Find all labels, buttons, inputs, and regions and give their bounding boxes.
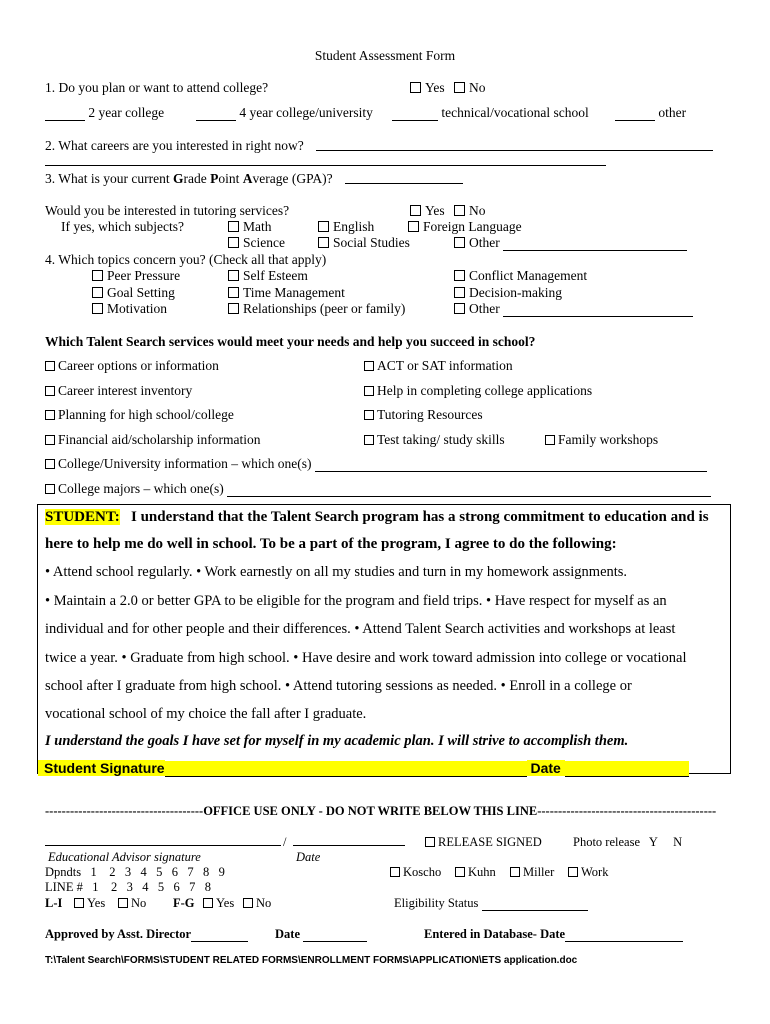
checkbox-icon[interactable] [92, 270, 103, 281]
checkbox-icon[interactable] [545, 435, 555, 445]
checkbox-icon[interactable] [454, 82, 465, 93]
topic-self-esteem[interactable]: Self Esteem [228, 268, 308, 284]
question-1: 1. Do you plan or want to attend college? [45, 80, 269, 95]
blank-line[interactable] [503, 237, 687, 251]
topic-decision-making[interactable]: Decision-making [454, 285, 562, 301]
entered-date-line[interactable] [565, 928, 683, 942]
checkbox-icon[interactable] [92, 303, 103, 314]
service-test-taking[interactable]: Test taking/ study skills [364, 432, 505, 448]
slash-separator: / [283, 835, 287, 849]
approved-date: Date [275, 926, 367, 942]
student-signature-label: Student Signature [38, 760, 165, 776]
checkbox-icon[interactable] [45, 361, 55, 371]
li-no[interactable]: No [118, 895, 146, 911]
gpa-answer-line[interactable] [345, 170, 463, 184]
question-2: 2. What careers are you interested in right now? [45, 138, 304, 153]
approved-line[interactable] [191, 928, 248, 942]
blank-line[interactable] [45, 107, 85, 121]
tutoring-question: Would you be interested in tutoring services? [45, 203, 290, 218]
service-career-inventory[interactable]: Career interest inventory [45, 383, 192, 399]
blank-line[interactable] [315, 458, 707, 472]
advisor-signature-line[interactable] [45, 832, 281, 846]
topic-other[interactable]: Other [454, 301, 693, 317]
li-yes[interactable]: Yes [74, 895, 105, 911]
topic-goal-setting[interactable]: Goal Setting [92, 285, 175, 301]
tutoring-yes-option[interactable]: Yes [410, 203, 445, 219]
checkbox-icon[interactable] [92, 287, 103, 298]
service-college-majors[interactable]: College majors – which one(s) [45, 481, 711, 497]
q1-option-2yr[interactable]: 2 year college [45, 105, 164, 121]
dependents-row: Dpndts 1 2 3 4 5 6 7 8 9 [45, 865, 225, 879]
q1-option-4yr[interactable]: 4 year college/university [196, 105, 373, 121]
checkbox-icon[interactable] [318, 221, 329, 232]
q1-option-other[interactable]: other [615, 105, 686, 121]
blank-line[interactable] [615, 107, 655, 121]
form-title: Student Assessment Form [314, 48, 456, 63]
checkbox-icon[interactable] [408, 221, 419, 232]
checkbox-icon[interactable] [454, 303, 465, 314]
checkbox-icon[interactable] [203, 898, 213, 908]
subject-math[interactable]: Math [228, 219, 272, 235]
approved-by: Approved by Asst. Director [45, 926, 248, 942]
topic-time-management[interactable]: Time Management [228, 285, 345, 301]
checkbox-icon[interactable] [243, 898, 253, 908]
agreement-intro: STUDENT: I understand that the Talent Search program has a strong commitment to education and is [45, 509, 709, 525]
checkbox-icon[interactable] [510, 867, 520, 877]
q1-option-technical[interactable]: technical/vocational school [392, 105, 589, 121]
checkbox-icon[interactable] [454, 205, 465, 216]
li-label: L-I [45, 896, 63, 910]
advisor-date-line[interactable] [293, 832, 405, 846]
student-label: STUDENT: [45, 509, 120, 525]
checkbox-icon[interactable] [568, 867, 578, 877]
tutoring-no-option[interactable]: No [454, 203, 486, 219]
eligibility-line[interactable] [482, 897, 588, 911]
checkbox-icon[interactable] [454, 287, 465, 298]
release-signed[interactable]: RELEASE SIGNED [425, 834, 542, 850]
eligibility-status: Eligibility Status [394, 895, 588, 911]
agreement-line-4: twice a year. • Graduate from high school. • Have desire and work toward admission into college or vocational [45, 650, 687, 666]
agreement-line-2: • Maintain a 2.0 or better GPA to be eligible for the program and field trips. • Have respect for myself as an [45, 593, 667, 609]
checkbox-icon[interactable] [425, 837, 435, 847]
checkbox-icon[interactable] [364, 361, 374, 371]
checkbox-icon[interactable] [74, 898, 84, 908]
subject-science[interactable]: Science [228, 235, 285, 251]
blank-line[interactable] [196, 107, 236, 121]
office-use-banner: --------------------------------------OFFICE USE ONLY - DO NOT WRITE BELOW THIS LINE------------------------------------------- [45, 804, 717, 818]
topic-relationships[interactable]: Relationships (peer or family) [228, 301, 405, 317]
careers-answer-line-2[interactable] [45, 152, 606, 166]
checkbox-icon[interactable] [454, 237, 465, 248]
topic-conflict-management[interactable]: Conflict Management [454, 268, 587, 284]
checkbox-icon[interactable] [45, 484, 55, 494]
line-number-row: LINE # 1 2 3 4 5 6 7 8 [45, 880, 211, 894]
checkbox-icon[interactable] [228, 287, 239, 298]
advisor-koscho[interactable]: Koscho [390, 864, 441, 880]
advisor-date-label: Date [296, 850, 321, 864]
topic-motivation[interactable]: Motivation [92, 301, 167, 317]
agreement-goals: I understand the goals I have set for myself in my academic plan. I will strive to accomplish them. [45, 733, 629, 749]
approved-date-line[interactable] [303, 928, 367, 942]
fg-yes[interactable]: Yes [203, 895, 234, 911]
fg-label: F-G [173, 896, 195, 910]
footer-file-path: T:\Talent Search\FORMS\STUDENT RELATED FORMS\ENROLLMENT FORMS\APPLICATION\ETS application.doc [45, 955, 578, 966]
subject-foreign-language[interactable]: Foreign Language [408, 219, 522, 235]
subject-other[interactable]: Other [454, 235, 687, 251]
entered-database: Entered in Database- Date [424, 926, 683, 942]
service-tutoring[interactable]: Tutoring Resources [364, 407, 483, 423]
question-4: 4. Which topics concern you? (Check all that apply) [45, 252, 327, 267]
service-financial-aid[interactable]: Financial aid/scholarship information [45, 432, 260, 448]
service-act-sat[interactable]: ACT or SAT information [364, 358, 513, 374]
checkbox-icon[interactable] [45, 386, 55, 396]
fg-no[interactable]: No [243, 895, 271, 911]
question-3: 3. What is your current Grade Point Average (GPA)? [45, 171, 333, 186]
subject-social-studies[interactable]: Social Studies [318, 235, 410, 251]
checkbox-icon[interactable] [318, 237, 329, 248]
checkbox-icon[interactable] [228, 270, 239, 281]
checkbox-icon[interactable] [410, 205, 421, 216]
checkbox-icon[interactable] [410, 82, 421, 93]
q1-yes-option[interactable]: Yes [410, 80, 445, 96]
subjects-label: If yes, which subjects? [61, 219, 184, 234]
student-signature-line[interactable] [165, 761, 527, 777]
agreement-line-6: vocational school of my choice the fall after I graduate. [45, 706, 367, 722]
checkbox-icon[interactable] [390, 867, 400, 877]
checkbox-icon[interactable] [45, 435, 55, 445]
service-college-applications[interactable]: Help in completing college applications [364, 383, 592, 399]
agreement-line-1: • Attend school regularly. • Work earnestly on all my studies and turn in my homework assignments. [45, 564, 628, 580]
checkbox-icon[interactable] [228, 237, 239, 248]
checkbox-icon[interactable] [454, 270, 465, 281]
checkbox-icon[interactable] [364, 386, 374, 396]
checkbox-icon[interactable] [118, 898, 128, 908]
signature-date-line[interactable] [565, 761, 689, 777]
services-heading: Which Talent Search services would meet your needs and help you succeed in school? [45, 334, 536, 349]
careers-answer-line[interactable] [316, 137, 713, 151]
q1-no-option[interactable]: No [454, 80, 486, 96]
date-label: Date [530, 760, 561, 776]
blank-line[interactable] [227, 483, 711, 497]
advisor-work[interactable]: Work [568, 864, 608, 880]
agreement-line-5: school after I graduate from high school. • Attend tutoring sessions as needed. • Enroll in a college or [45, 678, 632, 694]
checkbox-icon[interactable] [364, 435, 374, 445]
checkbox-icon[interactable] [45, 459, 55, 469]
service-planning[interactable]: Planning for high school/college [45, 407, 234, 423]
service-career-options[interactable]: Career options or information [45, 358, 219, 374]
agreement-intro-2: here to help me do well in school. To be a part of the program, I agree to do the following: [45, 536, 617, 552]
checkbox-icon[interactable] [364, 410, 374, 420]
topic-peer-pressure[interactable]: Peer Pressure [92, 268, 180, 284]
advisor-signature-label: Educational Advisor signature [48, 850, 201, 864]
service-college-info[interactable]: College/University information – which one(s) [45, 456, 707, 472]
checkbox-icon[interactable] [455, 867, 465, 877]
signature-row [38, 759, 730, 777]
checkbox-icon[interactable] [45, 410, 55, 420]
advisor-kuhn[interactable]: Kuhn [455, 864, 496, 880]
advisor-miller[interactable]: Miller [510, 864, 554, 880]
agreement-line-3: individual and for other people and their differences. • Attend Talent Search activities and workshops at least [45, 621, 676, 637]
checkbox-icon[interactable] [228, 303, 239, 314]
service-family-workshops[interactable]: Family workshops [545, 432, 658, 448]
blank-line[interactable] [503, 303, 693, 317]
photo-release: Photo release Y N [573, 835, 683, 849]
checkbox-icon[interactable] [228, 221, 239, 232]
blank-line[interactable] [392, 107, 438, 121]
subject-english[interactable]: English [318, 219, 374, 235]
